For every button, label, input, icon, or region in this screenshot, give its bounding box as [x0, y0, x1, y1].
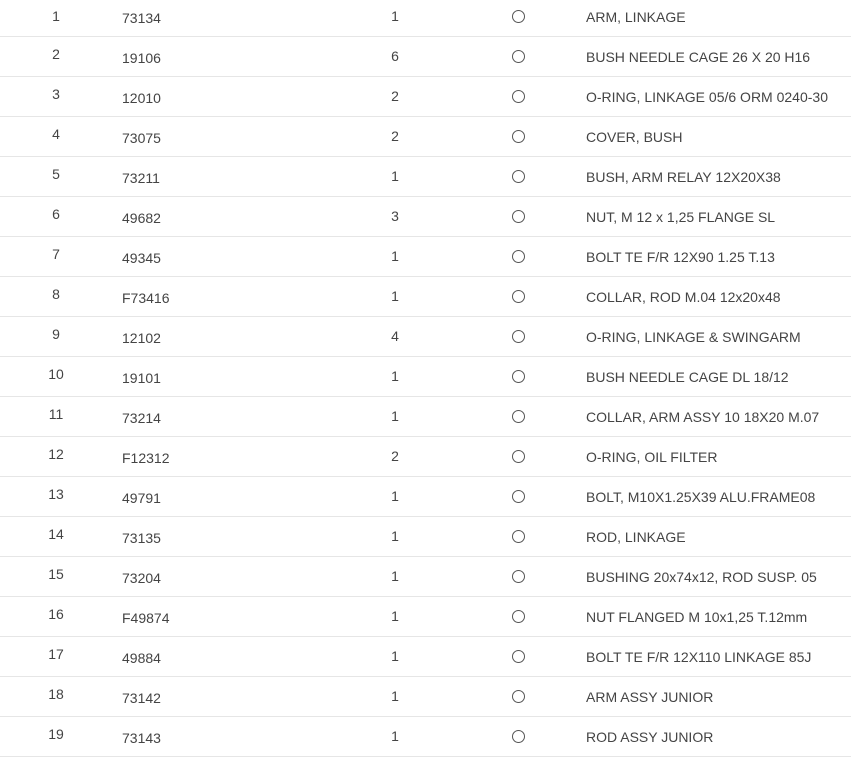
part-code: 73075 [122, 130, 161, 146]
part-description: COLLAR, ROD M.04 12x20x48 [586, 289, 781, 305]
quantity: 1 [391, 568, 399, 584]
position-number: 3 [52, 86, 60, 102]
part-code: 49791 [122, 490, 161, 506]
quantity: 1 [391, 728, 399, 744]
position-number: 17 [48, 646, 64, 662]
position-number: 5 [52, 166, 60, 182]
part-code: 49682 [122, 210, 161, 226]
part-code: 12102 [122, 330, 161, 346]
part-description: BUSH NEEDLE CAGE 26 X 20 H16 [586, 49, 811, 65]
quantity: 2 [391, 448, 399, 464]
part-code: 19101 [122, 370, 161, 386]
position-number: 7 [52, 246, 60, 262]
select-radio[interactable] [512, 370, 525, 383]
part-description: BUSH NEEDLE CAGE DL 18/12 [586, 369, 789, 385]
quantity: 1 [391, 528, 399, 544]
part-code: 73214 [122, 410, 161, 426]
part-code: 49884 [122, 650, 161, 666]
select-radio[interactable] [512, 570, 525, 583]
position-number: 10 [48, 366, 64, 382]
select-radio[interactable] [512, 610, 525, 623]
part-description: COLLAR, ARM ASSY 10 18X20 M.07 [586, 409, 820, 425]
select-radio[interactable] [512, 490, 525, 503]
quantity: 3 [391, 208, 399, 224]
position-number: 2 [52, 46, 60, 62]
quantity: 1 [391, 248, 399, 264]
position-number: 6 [52, 206, 60, 222]
part-code: 73134 [122, 10, 161, 26]
select-radio[interactable] [512, 450, 525, 463]
part-description: NUT FLANGED M 10x1,25 T.12mm [586, 609, 808, 625]
part-code: F49874 [122, 610, 170, 626]
select-radio[interactable] [512, 290, 525, 303]
position-number: 1 [52, 8, 60, 24]
quantity: 4 [391, 328, 399, 344]
quantity: 1 [391, 648, 399, 664]
part-description: ARM ASSY JUNIOR [586, 689, 714, 705]
table-row [0, 117, 851, 157]
part-description: O-RING, LINKAGE & SWINGARM [586, 329, 801, 345]
part-description: ROD, LINKAGE [586, 529, 686, 545]
select-radio[interactable] [512, 690, 525, 703]
position-number: 18 [48, 686, 64, 702]
select-radio[interactable] [512, 210, 525, 223]
table-row [0, 357, 851, 397]
part-description: BUSHING 20x74x12, ROD SUSP. 05 [586, 569, 817, 585]
part-code: 73142 [122, 690, 161, 706]
quantity: 1 [391, 408, 399, 424]
position-number: 4 [52, 126, 60, 142]
select-radio[interactable] [512, 530, 525, 543]
table-row [0, 597, 851, 637]
part-description: O-RING, LINKAGE 05/6 ORM 0240-30 [586, 89, 828, 105]
table-row [0, 0, 851, 37]
part-description: COVER, BUSH [586, 129, 683, 145]
select-radio[interactable] [512, 170, 525, 183]
select-radio[interactable] [512, 130, 525, 143]
select-radio[interactable] [512, 90, 525, 103]
part-code: 73135 [122, 530, 161, 546]
table-row [0, 677, 851, 717]
table-row [0, 197, 851, 237]
quantity: 6 [391, 48, 399, 64]
part-description: BOLT, M10X1.25X39 ALU.FRAME08 [586, 489, 816, 505]
table-row [0, 637, 851, 677]
part-description: ROD ASSY JUNIOR [586, 729, 714, 745]
position-number: 15 [48, 566, 64, 582]
quantity: 1 [391, 688, 399, 704]
quantity: 1 [391, 168, 399, 184]
select-radio[interactable] [512, 250, 525, 263]
table-row [0, 477, 851, 517]
position-number: 8 [52, 286, 60, 302]
part-description: ARM, LINKAGE [586, 9, 686, 25]
part-code: 73204 [122, 570, 161, 586]
part-code: F12312 [122, 450, 170, 466]
part-code: 12010 [122, 90, 161, 106]
table-row [0, 277, 851, 317]
table-row [0, 397, 851, 437]
quantity: 1 [391, 488, 399, 504]
part-code: F73416 [122, 290, 170, 306]
quantity: 2 [391, 88, 399, 104]
part-description: BOLT TE F/R 12X90 1.25 T.13 [586, 249, 775, 265]
part-description: O-RING, OIL FILTER [586, 449, 718, 465]
part-code: 73211 [122, 170, 160, 186]
position-number: 9 [52, 326, 60, 342]
table-row [0, 77, 851, 117]
position-number: 12 [48, 446, 64, 462]
select-radio[interactable] [512, 50, 525, 63]
part-code: 49345 [122, 250, 161, 266]
part-description: BUSH, ARM RELAY 12X20X38 [586, 169, 781, 185]
quantity: 1 [391, 608, 399, 624]
part-code: 19106 [122, 50, 161, 66]
table-row [0, 517, 851, 557]
quantity: 1 [391, 368, 399, 384]
select-radio[interactable] [512, 410, 525, 423]
position-number: 19 [48, 726, 64, 742]
part-code: 73143 [122, 730, 161, 746]
position-number: 13 [48, 486, 64, 502]
position-number: 11 [48, 406, 64, 422]
part-description: BOLT TE F/R 12X110 LINKAGE 85J [586, 649, 812, 665]
position-number: 16 [48, 606, 64, 622]
select-radio[interactable] [512, 330, 525, 343]
table-row [0, 717, 851, 757]
quantity: 1 [391, 8, 399, 24]
part-description: NUT, M 12 x 1,25 FLANGE SL [586, 209, 776, 225]
quantity: 2 [391, 128, 399, 144]
position-number: 14 [48, 526, 64, 542]
select-radio[interactable] [512, 730, 525, 743]
table-row [0, 157, 851, 197]
table-row [0, 317, 851, 357]
table-row [0, 557, 851, 597]
quantity: 1 [391, 288, 399, 304]
table-row [0, 237, 851, 277]
table-row [0, 437, 851, 477]
select-radio[interactable] [512, 10, 525, 23]
table-row [0, 37, 851, 77]
select-radio[interactable] [512, 650, 525, 663]
